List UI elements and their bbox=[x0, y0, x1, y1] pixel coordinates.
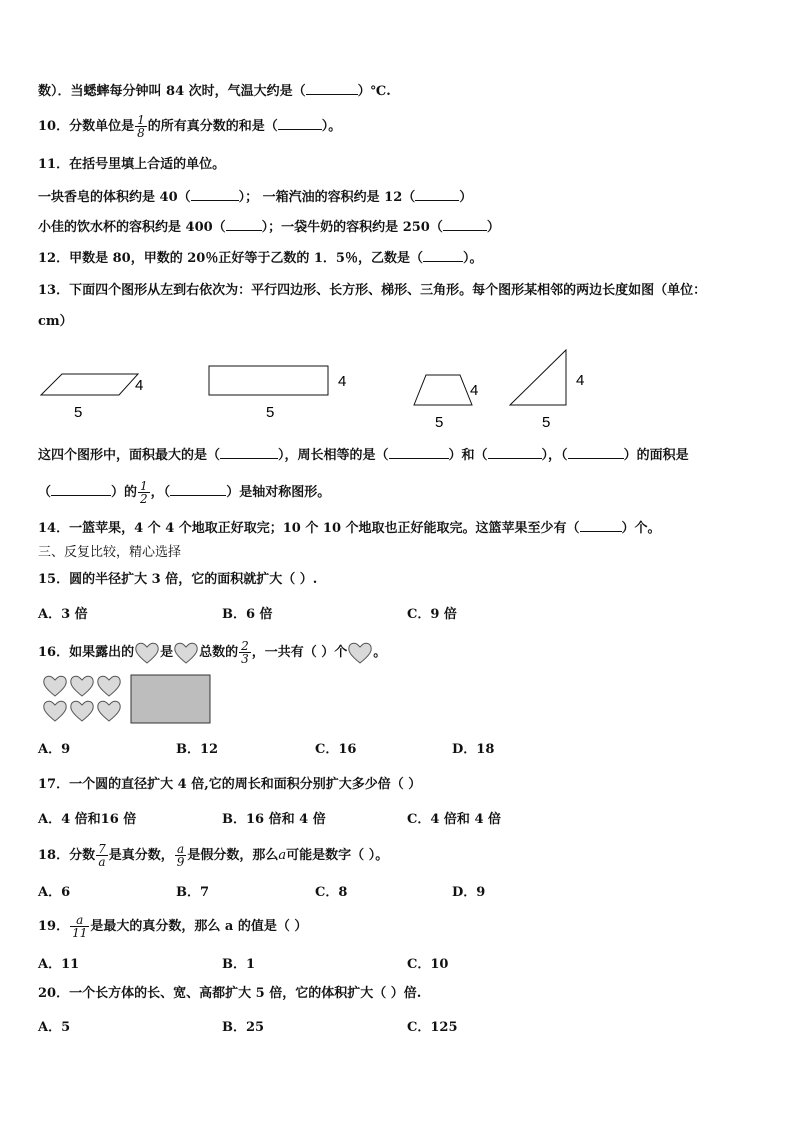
fraction-two-thirds: $\frac{2}{3}$ bbox=[241, 639, 249, 666]
answer-blank[interactable] bbox=[51, 483, 111, 496]
tri-side-label: 4 bbox=[576, 372, 585, 389]
answer-blank[interactable] bbox=[415, 188, 459, 201]
rect-side-label: 4 bbox=[338, 373, 347, 390]
rectangle-shape bbox=[209, 366, 328, 395]
option-b[interactable]: B．7 bbox=[176, 885, 210, 900]
triangle-shape bbox=[510, 350, 566, 405]
para-side-label: 4 bbox=[135, 377, 144, 394]
answer-blank[interactable] bbox=[220, 446, 278, 459]
option-c[interactable]: C．4 倍和 4 倍 bbox=[407, 812, 502, 827]
question-16: 16．如果露出的 是 总数的 $\frac{2}{3}$ ，一共有（ ）个 。 bbox=[38, 639, 387, 666]
option-a[interactable]: A．3 倍 bbox=[38, 607, 88, 622]
answer-blank[interactable] bbox=[389, 446, 449, 459]
question-13-sentence2: （ ）的 $\frac{1}{2}$ ，（ ）是轴对称图形。 bbox=[38, 479, 331, 506]
fraction-one-eighth: $\frac{1}{8}$ bbox=[137, 113, 145, 140]
option-a[interactable]: A．5 bbox=[38, 1020, 71, 1035]
fraction-a-over-9: $\frac{a}{9}$ bbox=[176, 842, 185, 869]
fraction-7-over-a: $\frac{7}{a}$ bbox=[98, 842, 106, 869]
question-11-line1: 一块香皂的体积约是 40（ ）； 一箱汽油的容积约是 12（ ） bbox=[38, 190, 473, 205]
trapezoid-shape bbox=[414, 375, 472, 405]
option-b[interactable]: B．16 倍和 4 倍 bbox=[222, 812, 326, 827]
option-d[interactable]: D．9 bbox=[452, 885, 486, 900]
question-19: 19． $\frac{a}{11}$ 是最大的真分数，那么 a 的值是（ ） bbox=[38, 913, 308, 940]
question-12: 12．甲数是 80，甲数的 20％正好等于乙数的 1．5％，乙数是（ ）。 bbox=[38, 251, 483, 266]
heart-icon bbox=[134, 641, 160, 665]
question-20: 20．一个长方体的长、宽、高都扩大 5 倍，它的体积扩大（ ）倍. bbox=[38, 986, 422, 1001]
answer-blank[interactable] bbox=[443, 218, 487, 231]
option-c[interactable]: C．9 倍 bbox=[407, 607, 457, 622]
answer-blank[interactable] bbox=[226, 218, 262, 231]
option-b[interactable]: B．1 bbox=[222, 957, 256, 972]
answer-blank[interactable] bbox=[488, 446, 542, 459]
parallelogram-shape bbox=[41, 374, 138, 395]
option-b[interactable]: B．6 倍 bbox=[222, 607, 273, 622]
option-d[interactable]: D．18 bbox=[452, 742, 495, 757]
answer-blank[interactable] bbox=[170, 483, 226, 496]
heart-icon bbox=[347, 641, 373, 665]
trap-base-label: 5 bbox=[435, 414, 444, 431]
question-15: 15．圆的半径扩大 3 倍，它的面积就扩大（ ）. bbox=[38, 572, 318, 587]
heart-icon bbox=[44, 701, 66, 721]
heart-icon bbox=[173, 641, 199, 665]
option-a[interactable]: A．9 bbox=[38, 742, 71, 757]
heart-icon bbox=[71, 676, 93, 696]
q9-tail: 数）．当蟋蟀每分钟叫 84 次时，气温大约是（ ）℃. bbox=[38, 84, 391, 99]
option-a[interactable]: A．11 bbox=[38, 957, 80, 972]
heart-icon bbox=[44, 676, 66, 696]
tri-base-label: 5 bbox=[542, 414, 551, 431]
answer-blank[interactable] bbox=[580, 519, 622, 532]
question-14: 14．一篮苹果，4 个 4 个地取正好取完；10 个 10 个地取也正好能取完。这篮苹果至少有（ ）个。 bbox=[38, 521, 661, 536]
option-c[interactable]: C．10 bbox=[407, 957, 449, 972]
question-11-line2: 小佳的饮水杯的容积约是 400（ ）；一袋牛奶的容积约是 250（ ） bbox=[38, 220, 500, 235]
fraction-a-over-11: $\frac{a}{11}$ bbox=[72, 913, 88, 940]
variable-a: a bbox=[278, 848, 287, 863]
q13-figures bbox=[0, 340, 794, 435]
option-c[interactable]: C．8 bbox=[315, 885, 348, 900]
question-13-sentence1: 这四个图形中，面积最大的是（ ），周长相等的是（ ）和（ ），（ ）的面积是 bbox=[38, 448, 689, 463]
question-13-line1: 13．下面四个图形从左到右依次为：平行四边形、长方形、梯形、三角形。每个图形某相邻的两边长度如图（单位： bbox=[38, 283, 707, 298]
answer-blank[interactable] bbox=[191, 188, 239, 201]
option-c[interactable]: C．16 bbox=[315, 742, 357, 757]
question-17: 17．一个圆的直径扩大 4 倍,它的周长和面积分别扩大多少倍（ ） bbox=[38, 777, 422, 792]
fraction-one-half: $\frac{1}{2}$ bbox=[140, 479, 148, 506]
answer-blank[interactable] bbox=[568, 446, 624, 459]
rect-base-label: 5 bbox=[266, 404, 275, 421]
question-11-title: 11．在括号里填上合适的单位。 bbox=[38, 157, 226, 172]
option-c[interactable]: C．125 bbox=[407, 1020, 458, 1035]
hearts-figure bbox=[40, 674, 215, 726]
section-heading: 三、反复比较，精心选择 bbox=[38, 545, 182, 560]
option-a[interactable]: A．4 倍和16 倍 bbox=[38, 812, 137, 827]
answer-blank[interactable] bbox=[306, 82, 358, 95]
answer-blank[interactable] bbox=[423, 249, 463, 262]
answer-blank[interactable] bbox=[278, 117, 322, 130]
cover-box bbox=[131, 675, 210, 723]
option-a[interactable]: A．6 bbox=[38, 885, 71, 900]
question-10: 10．分数单位是 $\frac{1}{8}$ 的所有真分数的和是（ ）。 bbox=[38, 113, 342, 140]
heart-icon bbox=[98, 701, 120, 721]
trap-side-label: 4 bbox=[470, 382, 479, 399]
option-b[interactable]: B．12 bbox=[176, 742, 219, 757]
para-base-label: 5 bbox=[74, 404, 83, 421]
heart-icon bbox=[71, 701, 93, 721]
heart-icon bbox=[98, 676, 120, 696]
question-18: 18．分数 $\frac{7}{a}$ 是真分数， $\frac{a}{9}$ 是假分数，那么a可能是数字（ ）。 bbox=[38, 842, 389, 869]
option-b[interactable]: B．25 bbox=[222, 1020, 265, 1035]
question-13-line2: cm） bbox=[38, 314, 73, 329]
